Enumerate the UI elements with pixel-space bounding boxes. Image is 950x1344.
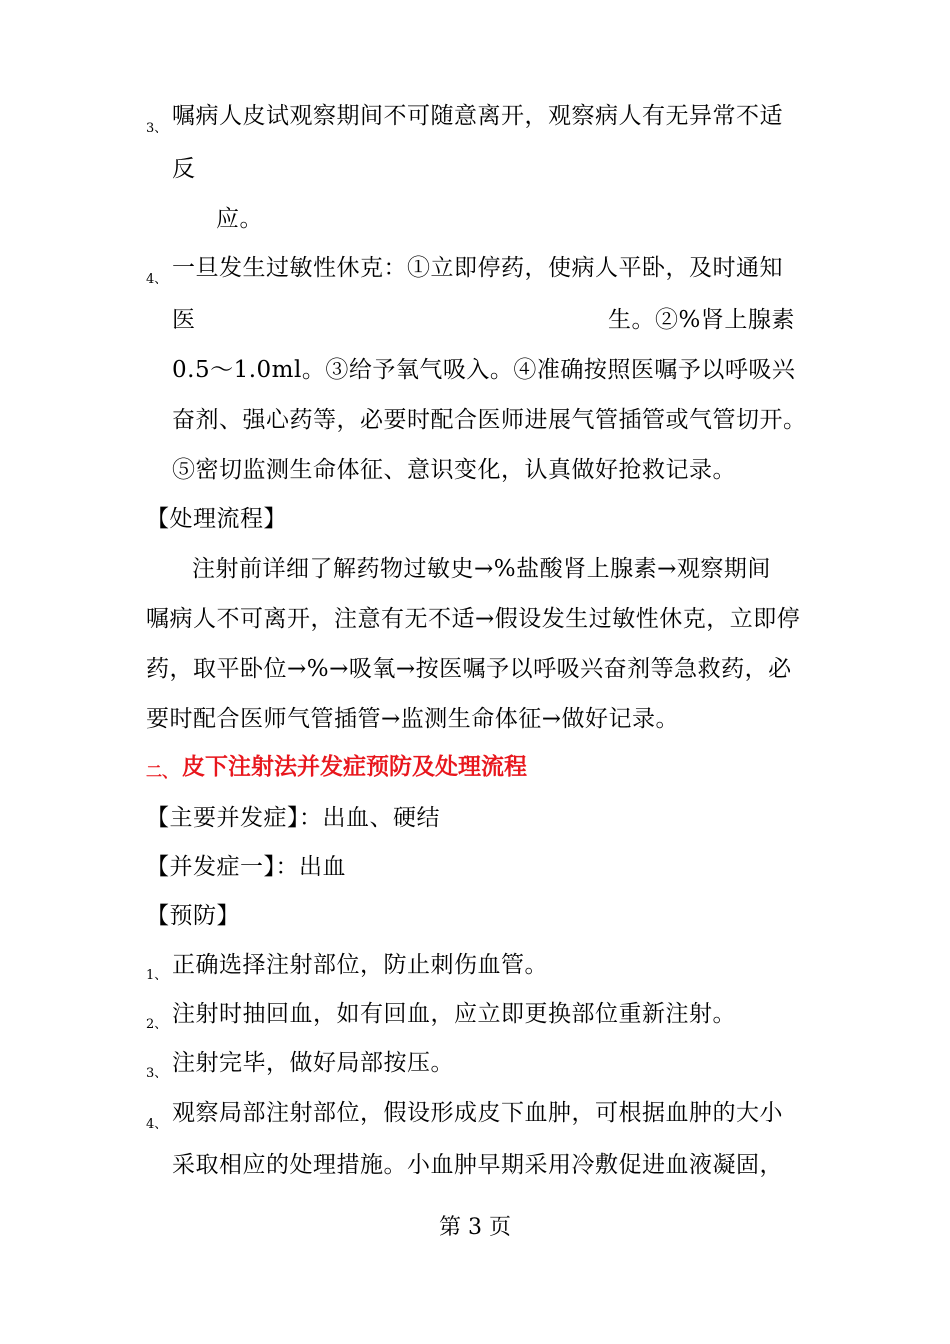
section-number: 二、 [146,762,179,781]
page-number: 第 3 页 [439,1215,511,1240]
list-number: 4、 [146,1117,168,1132]
paragraph-line: 反 [172,156,196,182]
paragraph-line: 嘱病人不可离开，注意有无不适→假设发生过敏性休克，立即停 [146,606,801,632]
list-number: 4、 [146,272,168,287]
paragraph-line: 药，取平卧位→%→吸氧→按医嘱予以呼吸兴奋剂等急救药，必 [146,656,792,682]
paragraph-line: ⑤密切监测生命体征、意识变化，认真做好抢救记录。 [172,457,736,483]
section-label: 【处理流程】 [146,506,287,532]
paragraph-line: 嘱病人皮试观察期间不可随意离开，观察病人有无异常不适 [172,103,783,129]
list-item: 正确选择注射部位，防止刺伤血管。 [172,952,548,978]
list-number: 1、 [146,968,168,983]
list-number: 3、 [146,121,168,136]
section-heading: 皮下注射法并发症预防及处理流程 [182,754,527,780]
paragraph-line: 医 [172,307,196,333]
section-label: 【并发症一】：出血 [146,854,346,880]
paragraph-line: 要时配合医师气管插管→监测生命体征→做好记录。 [146,706,680,732]
paragraph-line: 采取相应的处理措施。小血肿早期采用冷敷促进血液凝固， [172,1152,783,1178]
list-item: 注射完毕，做好局部按压。 [172,1050,454,1076]
section-label: 【预防】 [146,903,240,929]
paragraph-line: 一旦发生过敏性休克：①立即停药，使病人平卧，及时通知 [172,255,783,281]
list-number: 3、 [146,1066,168,1081]
list-item: 注射时抽回血，如有回血，应立即更换部位重新注射。 [172,1001,736,1027]
list-number: 2、 [146,1017,168,1032]
paragraph-line: 生。②%肾上腺素 [608,307,795,333]
list-item: 观察局部注射部位，假设形成皮下血肿，可根据血肿的大小 [172,1100,783,1126]
paragraph-line: 注射前详细了解药物过敏史→%盐酸肾上腺素→观察期间 [192,556,771,582]
section-label: 【主要并发症】：出血、硬结 [146,805,440,831]
paragraph-line: 0.5～1.0ml。③给予氧气吸入。④准确按照医嘱予以呼吸兴 [172,357,796,383]
paragraph-line: 应。 [216,206,263,232]
paragraph-line: 奋剂、强心药等，必要时配合医师进展气管插管或气管切开。 [172,407,807,433]
